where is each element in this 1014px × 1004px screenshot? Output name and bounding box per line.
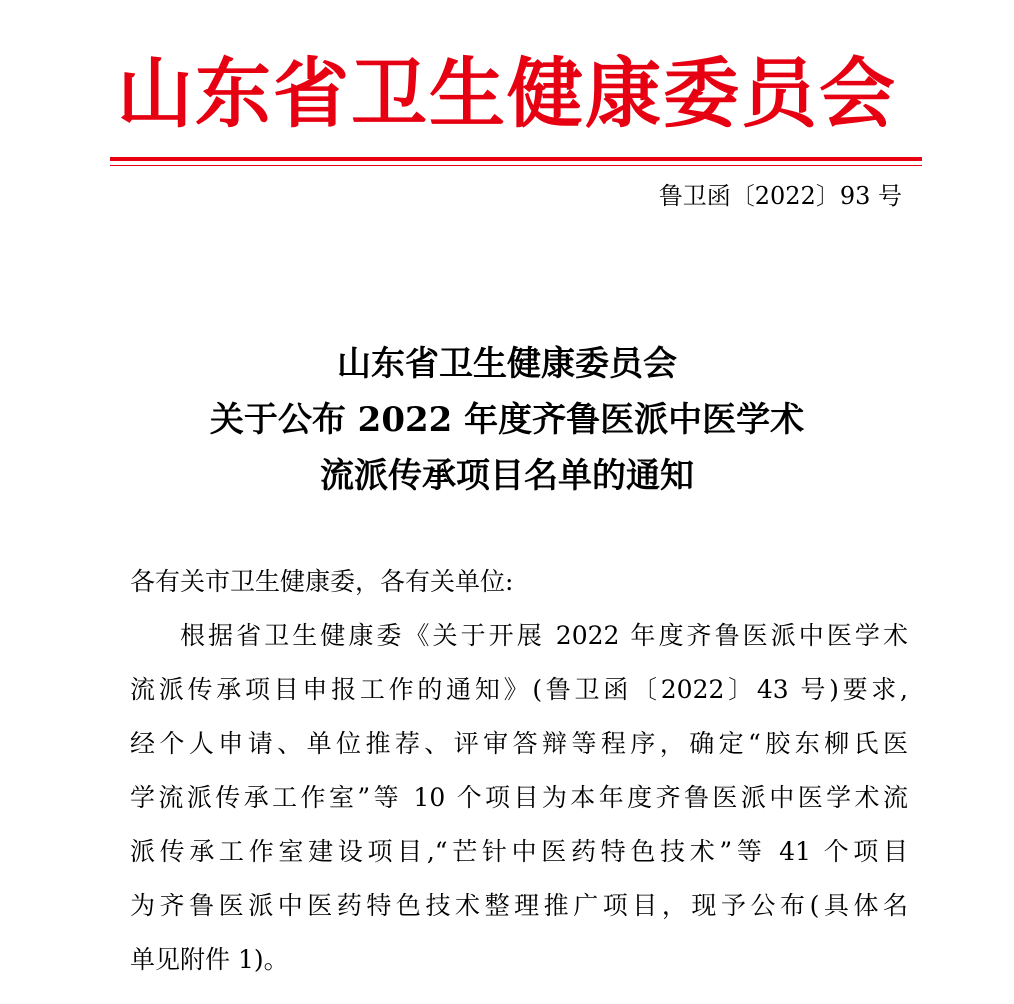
document-number: 鲁卫函〔2022〕93 号: [658, 182, 902, 210]
body-line-3: 经个人申请、单位推荐、评审答辩等程序，确定“胶东柳氏医: [130, 729, 908, 758]
body-line-7: 单见附件 1)。: [130, 945, 289, 974]
body-line-1: 根据省卫生健康委《关于开展 2022 年度齐鲁医派中医学术: [180, 621, 908, 650]
letterhead-title: 山东省卫生健康委员会: [117, 49, 897, 138]
body-line-4: 学流派传承工作室”等 10 个项目为本年度齐鲁医派中医学术流: [130, 783, 908, 812]
document-title: [0, 336, 1014, 504]
body-line-6: 为齐鲁医派中医药特色技术整理推广项目，现予公布(具体名: [130, 891, 908, 920]
document-body: [130, 555, 908, 987]
letterhead-red-rule: [110, 157, 922, 161]
body-line-5: 派传承工作室建设项目,“芒针中医药特色技术”等 41 个项目: [130, 837, 908, 866]
title-line-2: 关于公布 2022 年度齐鲁医派中医学术: [209, 400, 805, 440]
title-line-3: 流派传承项目名单的通知: [320, 456, 694, 496]
title-line-1: 山东省卫生健康委员会: [337, 344, 677, 384]
letterhead-red-rule-thin: [110, 165, 922, 166]
salutation: 各有关市卫生健康委，各有关单位:: [130, 567, 514, 596]
body-line-2: 流派传承项目申报工作的通知》(鲁卫函〔2022〕43 号)要求,: [130, 675, 908, 704]
